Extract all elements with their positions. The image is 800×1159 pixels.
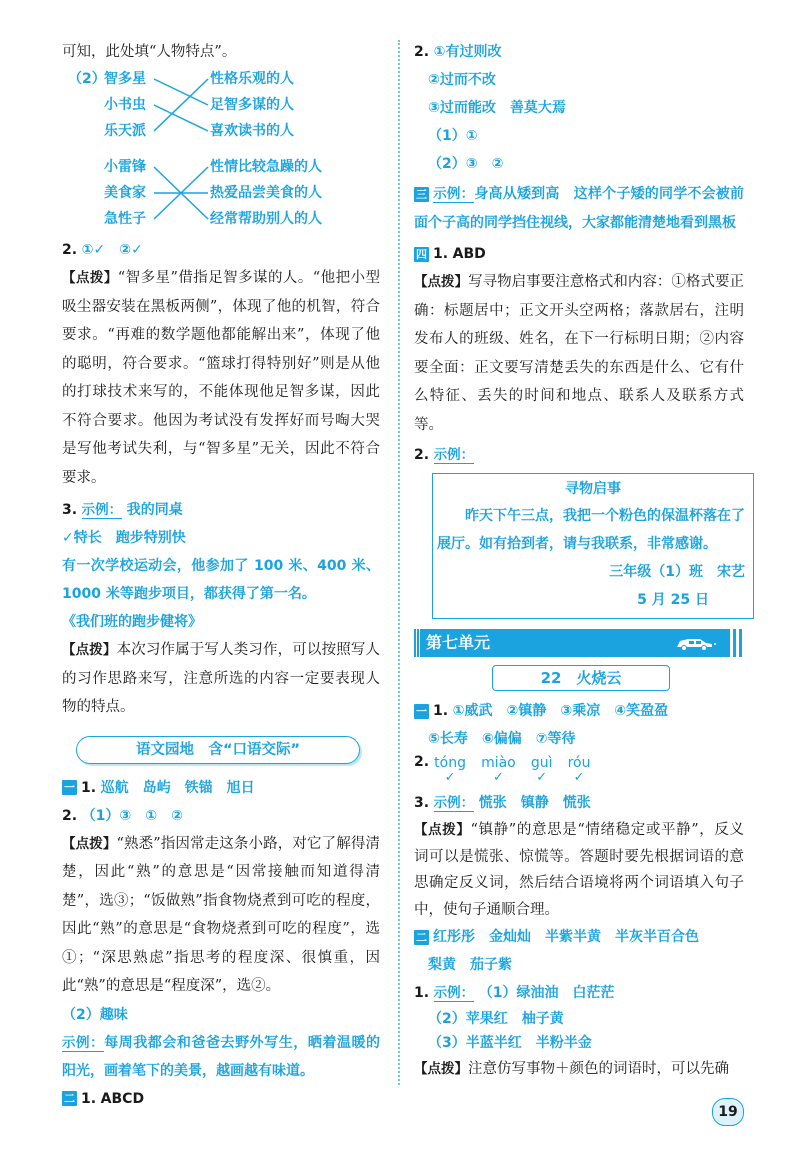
notice-signature: 三年级（1）班 宋艺: [609, 564, 745, 580]
s3-answer-line: [62, 1085, 380, 1113]
question-number: 1.: [433, 703, 449, 719]
example-paragraph: [62, 1029, 380, 1085]
part-badge: 二: [64, 1092, 75, 1105]
lost-item-notice: [432, 473, 754, 619]
answer-text: ①✓ ②✓: [81, 242, 143, 258]
note-text: “熟悉”指因常走这条小路，对它了解得清楚，因此“熟”的意思是“因常接触而知道得清楚”，选③；“饭做熟”指食物烧煮到可吃的程度，因此“熟”的意思是“食物烧煮到可吃的程度”，选①；“深思熟虑”指思考的程度深、很慎重，因此“熟”的意思是“程度深”，选②。: [62, 835, 381, 994]
answer-text: 慌张 镇静 慌张: [478, 795, 591, 811]
page-number: 19: [712, 1098, 744, 1126]
match-right-item: 性情比较急躁的人: [210, 159, 322, 175]
question-number: 2.: [62, 807, 78, 824]
l5-note: [414, 1055, 744, 1083]
part-badge: 三: [416, 187, 427, 201]
match-left-item: 美食家: [104, 185, 146, 201]
note-tag: 【点拨】: [62, 835, 117, 852]
answer-line: （2）苹果红 柚子黄: [428, 1011, 564, 1027]
l2-answer-line: [414, 755, 744, 789]
match-right-item: 热爱品尝美食的人: [210, 185, 322, 201]
pinyin-item: [481, 755, 516, 785]
match-left-item: 急性子: [104, 211, 146, 227]
answer-line: 《我们班的跑步健将》: [62, 614, 202, 630]
lesson-title: 22 火烧云: [492, 665, 670, 691]
column-divider: [398, 40, 400, 1085]
match-left-item: 智多星: [104, 71, 146, 87]
rq2-answer-line: [414, 38, 744, 66]
answer-line: ✓特长 跑步特别快: [62, 530, 186, 546]
part-badge: 四: [416, 247, 427, 261]
match-lines-2: [62, 154, 380, 232]
match-right-item: 足智多谋的人: [210, 97, 294, 113]
note-tag: 【点拨】: [62, 642, 117, 658]
example-tag: 示例：: [433, 186, 475, 202]
note-text: “智多星”借指足智多谋的人。“他把小型吸尘器安装在黑板两侧”，体现了他的机智，符合要求。“再难的数学题他都能解出来”，体现了他的聪明，符合要求。“篮球打得特别好”则是从他的打球技术来写的，不能体现他足智多谋，因此不符合要求。他因为考试没有发挥好而号啕大哭是写他考试失利，与“智多星”无关，因此不符合要求。: [62, 270, 380, 486]
answer-text: 身高从矮到高 这样个子矮的同学不会被前面个子高的同学挡住视线，大家都能清楚地看到黑板: [414, 186, 745, 231]
question-number: 2.: [414, 44, 430, 60]
question-number: 2.: [414, 447, 430, 463]
unit-banner: [414, 629, 744, 657]
check-mark: ✓: [536, 770, 548, 785]
rq4-note: [414, 268, 744, 439]
answer-line: ⑤长寿 ⑥偏偏 ⑦等待: [428, 731, 576, 747]
match-lines-1: [62, 66, 380, 144]
answer-line: （1）①: [428, 128, 478, 144]
answer-text: （1）绿油油 白茫茫: [478, 985, 615, 1001]
note-text: “镇静”的意思是“情绪稳定或平静”，反义词可以是慌张、惊慌等。答题时要先根据词语的意思确定反义词，然后结合语境将两个词语填入句子中，使句子通顺合理。: [414, 822, 744, 918]
example-tag: 示例：: [433, 795, 475, 811]
match-left-item: 乐天派: [104, 123, 146, 139]
example-tag: 示例：: [433, 447, 475, 463]
matching-block-1: [62, 66, 380, 144]
q3-note: [62, 636, 380, 722]
notice-title: 寻物启事: [565, 481, 621, 497]
rq4-answer-line: [414, 240, 744, 268]
check-mark: ✓: [573, 770, 585, 785]
s2-answer-line: [62, 802, 380, 830]
part-badge: 二: [416, 930, 427, 944]
answer-text: ①威武 ②镇静 ③乘凉 ④笑盈盈: [452, 703, 669, 719]
answer-line: ②过而不改: [428, 72, 496, 88]
match-right-item: 喜欢读书的人: [210, 123, 294, 139]
l5-answer-line: [414, 979, 744, 1007]
note-tag: 【点拨】: [414, 1061, 468, 1077]
answer-paragraph: 有一次学校运动会，他参加了 100 米、400 米、1000 米等跑步项目，都获得了第一名。: [62, 558, 380, 602]
question-number: 3.: [414, 795, 430, 811]
notice-date: 5 月 25 日: [637, 592, 709, 608]
question-number: 2.: [62, 242, 78, 258]
l4-answer-line: [414, 923, 744, 951]
example-tag: 示例：: [81, 502, 123, 518]
q3-answer-line: [62, 496, 380, 524]
note-tag: 【点拨】: [414, 274, 469, 290]
answer-line: （2）③ ②: [428, 156, 504, 172]
l3-note: [414, 817, 744, 923]
match-label: （2）: [68, 71, 106, 87]
rq5-answer-line: [414, 441, 744, 469]
part-badge: 一: [416, 704, 427, 718]
answer-line: ③过而能改 善莫大焉: [428, 100, 566, 116]
left-column: [62, 38, 380, 1113]
pinyin-item: [434, 755, 466, 785]
q2-answer-line: [62, 236, 380, 264]
right-column: [414, 38, 744, 1083]
note-text: 写寻物启事要注意格式和内容：①格式要正确：标题居中；正文开头空两格；落款居右，注明发布人的班级、姓名，在下一行标明日期；②内容要全面：正文要写清楚丢失的东西是什么、它有什么特征、丢失的时间和地点、联系人及联系方式等。: [414, 274, 745, 433]
pinyin-text: miào: [481, 755, 516, 771]
pinyin-text: róu: [567, 755, 591, 771]
check-mark: ✓: [492, 770, 504, 785]
note-text: 注意仿写事物＋颜色的词语时，可以先确: [468, 1061, 729, 1077]
pinyin-item: [568, 755, 591, 785]
question-number: 2.: [414, 754, 430, 770]
question-number: 1.: [433, 246, 449, 262]
section-title: 语文园地 含“口语交际”: [76, 736, 360, 764]
answer-text: ABD: [452, 246, 486, 262]
match-left-item: 小书虫: [104, 97, 146, 113]
match-right-item: 性格乐观的人: [210, 71, 294, 87]
answer-line: 梨黄 茄子紫: [428, 957, 512, 973]
answer-text: ①有过则改: [433, 44, 502, 60]
answer-text: 巡航 岛屿 铁锚 旭日: [100, 779, 255, 796]
pinyin-item: [531, 755, 553, 785]
pinyin-text: guì: [530, 755, 553, 771]
check-mark: ✓: [444, 770, 456, 785]
s1-answer-line: [62, 774, 380, 802]
answer-line: （3）半蓝半红 半粉半金: [428, 1035, 592, 1051]
question-number: 1.: [81, 1090, 97, 1107]
example-tag: 示例：: [433, 985, 475, 1001]
rq3-answer: [414, 180, 744, 238]
answer-text: （1）③ ① ②: [81, 807, 183, 824]
question-number: 1.: [414, 985, 430, 1001]
l3-answer-line: [414, 789, 744, 817]
s2-note: [62, 830, 380, 1001]
pinyin-text: tóng: [434, 755, 466, 771]
unit-title: 第七单元: [426, 633, 491, 652]
banner-stripe: [730, 629, 744, 657]
part-badge: 一: [64, 781, 75, 794]
question-number: 3.: [62, 502, 78, 518]
l1-answer-line: [414, 697, 744, 725]
note-tag: 【点拨】: [414, 822, 471, 838]
answer-text: ABCD: [100, 1090, 145, 1107]
note-text: 本次习作属于写人类习作，可以按照写人的习作思路来写，注意所选的内容一定要表现人物的特点。: [62, 642, 381, 715]
answer-line: （2）趣味: [62, 1006, 128, 1023]
answer-text: 每周我都会和爸爸去野外写生，晒着温暖的阳光，画着笔下的美景，越画越有味道。: [62, 1034, 381, 1079]
note-tag: 【点拨】: [62, 270, 118, 286]
match-left-item: 小雷锋: [104, 159, 146, 175]
notice-body: 昨天下午三点，我把一个粉色的保温杯落在了展厅。如有拾到者，请与我联系，非常感谢。: [437, 508, 745, 552]
answer-text: 我的同桌: [126, 502, 183, 518]
matching-block-2: [62, 154, 380, 232]
match-right-item: 经常帮助别人的人: [210, 211, 322, 227]
q2-note: [62, 264, 380, 492]
car-icon: [674, 635, 718, 651]
example-tag: 示例：: [62, 1034, 105, 1051]
question-number: 1.: [81, 779, 97, 796]
intro-text: 可知，此处填“人物特点”。: [62, 44, 237, 60]
banner-stripe: [414, 629, 420, 657]
answer-text: 红彤彤 金灿灿 半紫半黄 半灰半百合色: [433, 929, 699, 945]
